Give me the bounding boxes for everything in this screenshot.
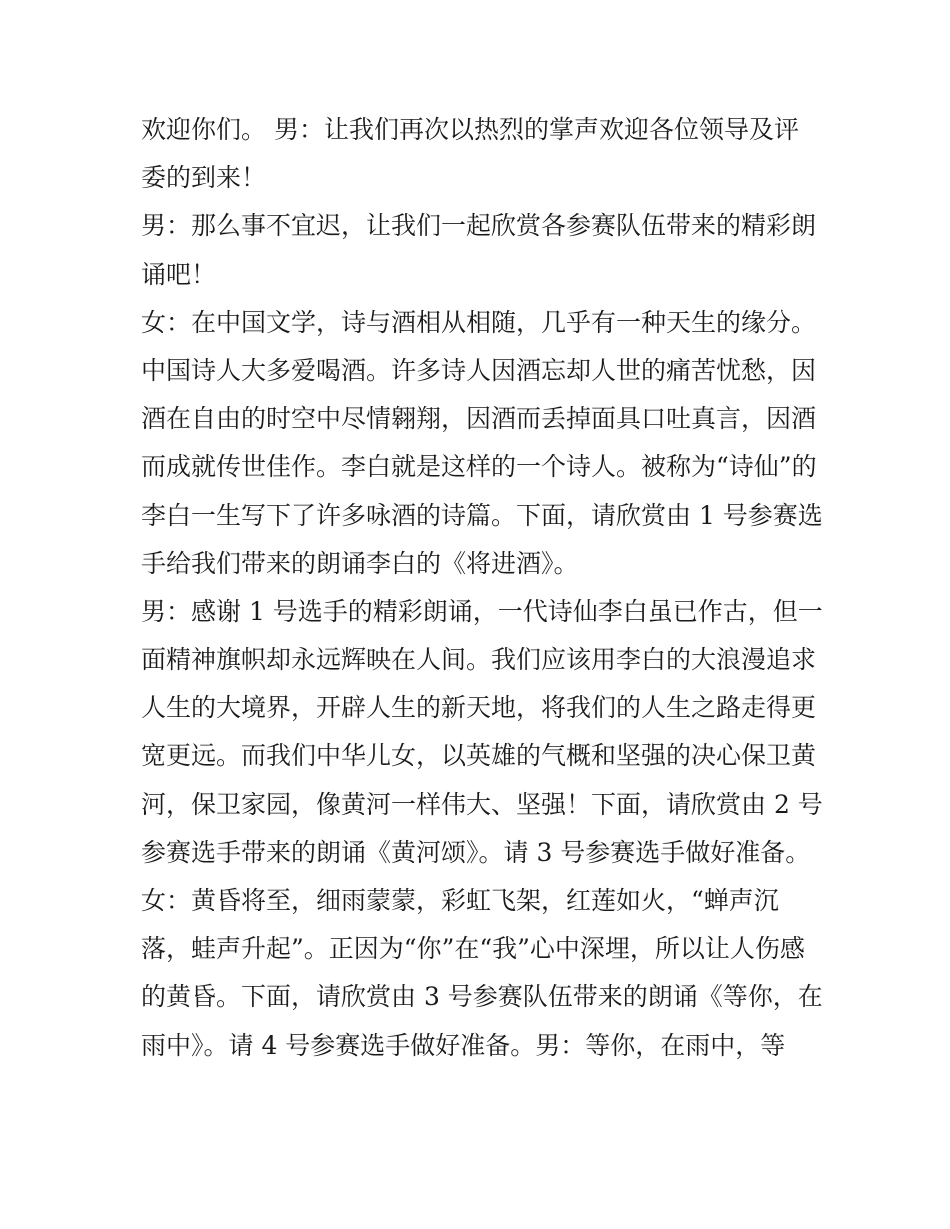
text-line: 雨中》。请 4 号参赛选手做好准备。男：等你，在雨中，等 <box>141 1030 786 1060</box>
text-line: 中国诗人大多爱喝酒。许多诗人因酒忘却人世的痛苦忧愁，因 <box>141 355 817 385</box>
text-line: 欢迎你们。 男：让我们再次以热烈的掌声欢迎各位领导及评 <box>141 115 799 144</box>
text-line: 女：在中国文学，诗与酒相从相随，几乎有一种天生的缘分。 <box>141 307 817 337</box>
text-line: 而成就传世佳作。李白就是这样的一个诗人。被称为“诗仙”的 <box>141 452 817 482</box>
text-line: 男：那么事不宜迟，让我们一起欣赏各参赛队伍带来的精彩朗 <box>141 211 817 241</box>
text-line: 参赛选手带来的朗诵《黄河颂》。请 3 号参赛选手做好准备。 <box>141 837 811 867</box>
document-body <box>141 106 823 1070</box>
text-line: 李白一生写下了许多咏酒的诗篇。下面，请欣赏由 1 号参赛选 <box>141 500 823 530</box>
text-line: 人生的大境界，开辟人生的新天地，将我们的人生之路走得更 <box>141 693 817 723</box>
text-line: 女：黄昏将至，细雨蒙蒙，彩虹飞架，红莲如火，“蝉声沉 <box>141 886 779 915</box>
text-line: 委的到来！ <box>141 163 267 193</box>
text-line: 落，蛙声升起”。正因为“你”在“我”心中深埋，所以让人伤感 <box>141 934 805 964</box>
text-line: 酒在自由的时空中尽情翱翔，因酒而丢掉面具口吐真言，因酒 <box>141 404 817 434</box>
text-line: 的黄昏。下面，请欣赏由 3 号参赛队伍带来的朗诵《等你，在 <box>141 982 823 1012</box>
text-line: 宽更远。而我们中华儿女，以英雄的气概和坚强的决心保卫黄 <box>141 741 817 771</box>
text-line: 河，保卫家园，像黄河一样伟大、坚强！下面，请欣赏由 2 号 <box>141 789 823 819</box>
text-line: 手给我们带来的朗诵李白的《将进酒》。 <box>141 548 579 578</box>
text-line: 诵吧！ <box>141 259 217 289</box>
text-line: 面精神旗帜却永远辉映在人间。我们应该用李白的大浪漫追求 <box>141 645 817 675</box>
text-line: 男：感谢 1 号选手的精彩朗诵，一代诗仙李白虽已作古，但一 <box>141 596 823 626</box>
